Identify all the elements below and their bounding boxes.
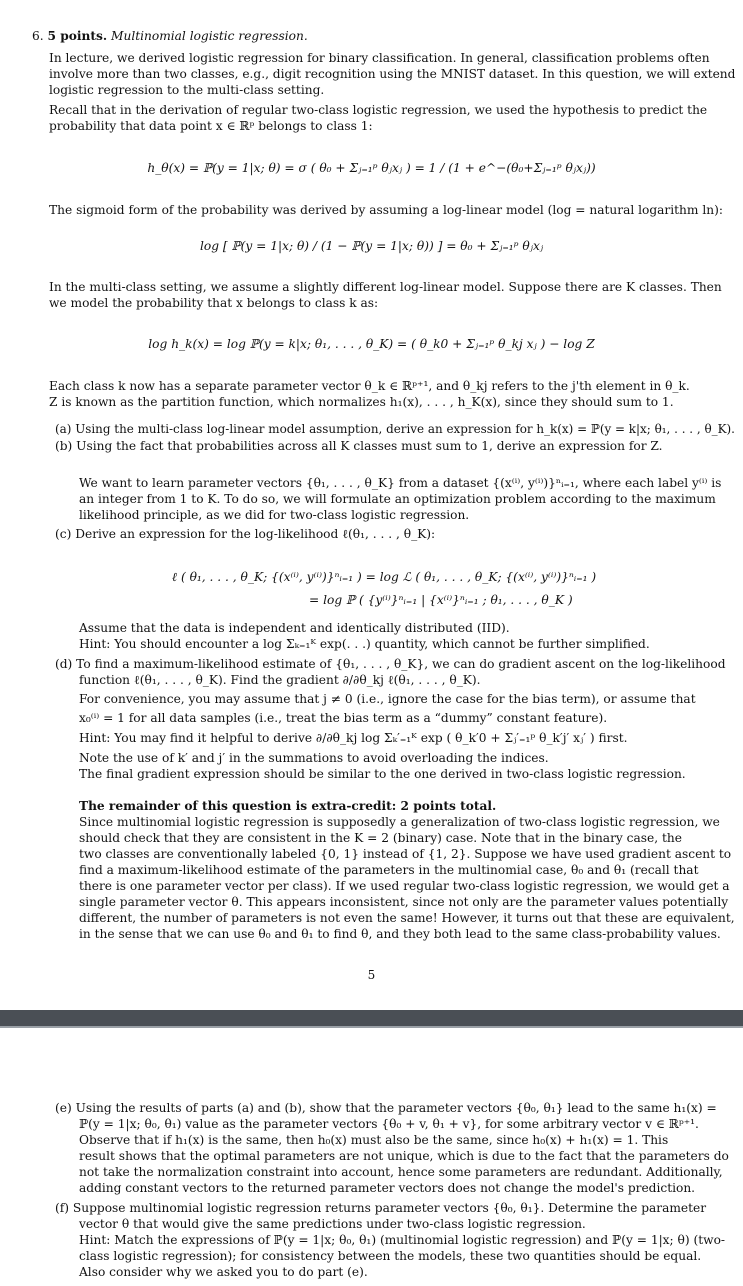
part-f-line-4: class logistic regression); for consistency between the models, these two quantities should be equal. bbox=[79, 1249, 702, 1263]
question-points: 5 points. bbox=[47, 29, 108, 43]
part-d-line-6: Note the use of k′ and j′ in the summations to avoid overloading the indices. bbox=[79, 751, 549, 765]
part-c-hint-line: Hint: You should encounter a log Σₖ₌₁ᴷ exp(. . .) quantity, which cannot be further simplified. bbox=[79, 637, 650, 651]
part-e-line-2: ℙ(y = 1|x; θ₀, θ₁) value as the parameter vectors {θ₀ + v, θ₁ + v}, for some arbitrary vector v ∈ ℝᵖ⁺¹. bbox=[79, 1117, 699, 1131]
page-separator bbox=[0, 1010, 743, 1026]
parameter-vector-line-1: Each class k now has a separate parameter vector θ_k ∈ ℝᵖ⁺¹, and θ_kj refers to the j'th element in θ_k. bbox=[49, 379, 690, 393]
document-page-2 bbox=[0, 1028, 743, 1286]
part-a: (a) Using the multi-class log-linear model assumption, derive an expression for h_k(x) = ℙ(y = k|x; θ₁, . . . , θ_K). bbox=[55, 422, 735, 436]
equation-log-likelihood-line-1: ℓ ( θ₁, . . . , θ_K; {(x⁽ⁱ⁾, y⁽ⁱ⁾)}ⁿᵢ₌₁ ) = log ℒ ( θ₁, . . . , θ_K; {(x⁽ⁱ⁾, y⁽ⁱ⁾)}ⁿᵢ₌₁ ) bbox=[172, 570, 597, 584]
dataset-line-2: an integer from 1 to K. To do so, we will formulate an optimization problem according to the maximum bbox=[79, 492, 716, 506]
part-f-hint-line: Hint: Match the expressions of ℙ(y = 1|x; θ₀, θ₁) (multinomial logistic regression) and ℙ(y = 1|x; θ) (two- bbox=[79, 1233, 726, 1247]
extra-credit-line-4: find a maximum-likelihood estimate of the parameters in the multinomial case, θ₀ and θ₁ (recall that bbox=[79, 863, 699, 877]
recall-line-1: Recall that in the derivation of regular two-class logistic regression, we used the hypothesis to predict the bbox=[49, 103, 708, 117]
intro-line-2: involve more than two classes, e.g., digit recognition using the MNIST dataset. In this question, we will extend bbox=[49, 67, 736, 81]
question-title: Multinomial logistic regression. bbox=[111, 29, 308, 43]
part-d-line-2: function ℓ(θ₁, . . . , θ_K). Find the gradient ∂/∂θ_kj ℓ(θ₁, . . . , θ_K). bbox=[79, 673, 481, 687]
iid-assumption-line: Assume that the data is independent and identically distributed (IID). bbox=[79, 621, 510, 635]
recall-line-2: probability that data point x ∈ ℝᵖ belongs to class 1: bbox=[49, 119, 373, 133]
extra-credit-line-8: in the sense that we can use θ₀ and θ₁ to find θ, and they both lead to the same class-probability values. bbox=[79, 927, 721, 941]
part-d-line-1: (d) To find a maximum-likelihood estimate of {θ₁, . . . , θ_K}, we can do gradient ascent on the log-likelihood bbox=[55, 657, 726, 671]
multiclass-line-2: we model the probability that x belongs to class k as: bbox=[49, 296, 379, 310]
extra-credit-line-2: should check that they are consistent in the K = 2 (binary) case. Note that in the binary case, the bbox=[79, 831, 682, 845]
multiclass-line-1: In the multi-class setting, we assume a slightly different log-linear model. Suppose there are K classes. Then bbox=[49, 280, 722, 294]
extra-credit-line-5: there is one parameter vector per class). If we used regular two-class logistic regression, we would get a bbox=[79, 879, 730, 893]
extra-credit-line-3: two classes are conventionally labeled {0, 1} instead of {1, 2}. Suppose we have used gradient ascent to bbox=[79, 847, 732, 861]
equation-sigmoid-hypothesis: h_θ(x) = ℙ(y = 1|x; θ) = σ ( θ₀ + Σⱼ₌₁ᵖ θⱼxⱼ ) = 1 / (1 + e^−(θ₀+Σⱼ₌₁ᵖ θⱼxⱼ)) bbox=[147, 161, 596, 175]
extra-credit-line-7: different, the number of parameters is not even the same! However, it turns out that these are equivalent, bbox=[79, 911, 735, 925]
part-d-line-3: For convenience, you may assume that j ≠ 0 (i.e., ignore the case for the bias term), or assume that bbox=[79, 692, 696, 706]
intro-line-3: logistic regression to the multi-class setting. bbox=[49, 83, 325, 97]
question-number: 6. bbox=[32, 29, 44, 43]
question-heading bbox=[32, 28, 308, 44]
equation-multiclass-log-linear: log h_k(x) = log ℙ(y = k|x; θ₁, . . . , θ_K) = ( θ_k0 + Σⱼ₌₁ᵖ θ_kj xⱼ ) − log Z bbox=[148, 337, 595, 351]
page-number: 5 bbox=[367, 968, 376, 982]
part-f-line-2: vector θ that would give the same predictions under two-class logistic regression. bbox=[79, 1217, 586, 1231]
dataset-line-3: likelihood principle, as we did for two-class logistic regression. bbox=[79, 508, 470, 522]
parameter-vector-line-2: Z is known as the partition function, which normalizes h₁(x), . . . , h_K(x), since they should sum to 1. bbox=[49, 395, 674, 409]
equation-log-likelihood-line-2: = log ℙ ( {y⁽ⁱ⁾}ⁿᵢ₌₁ | {x⁽ⁱ⁾}ⁿᵢ₌₁ ; θ₁, . . . , θ_K ) bbox=[309, 593, 573, 607]
part-f-line-1: (f) Suppose multinomial logistic regression returns parameter vectors {θ₀, θ₁}. Determine the parameter bbox=[55, 1201, 707, 1215]
part-d-line-7: The final gradient expression should be similar to the one derived in two-class logistic regression. bbox=[79, 767, 686, 781]
part-d-hint-line: Hint: You may find it helpful to derive ∂/∂θ_kj log Σₖ′₌₁ᴷ exp ( θ_k′0 + Σⱼ′₌₁ᵖ θ_k′j′ xⱼ′ ) first. bbox=[79, 731, 628, 745]
part-c: (c) Derive an expression for the log-likelihood ℓ(θ₁, . . . , θ_K): bbox=[55, 527, 436, 541]
sigmoid-form-line: The sigmoid form of the probability was derived by assuming a log-linear model (log = natural logarithm ln): bbox=[49, 203, 723, 217]
equation-log-odds: log [ ℙ(y = 1|x; θ) / (1 − ℙ(y = 1|x; θ)) ] = θ₀ + Σⱼ₌₁ᵖ θⱼxⱼ bbox=[199, 239, 544, 253]
part-e-line-5: not take the normalization constraint into account, hence some parameters are redundant. Additionally, bbox=[79, 1165, 723, 1179]
part-e-line-3: Observe that if h₁(x) is the same, then h₀(x) must also be the same, since h₀(x) + h₁(x) = 1. This bbox=[79, 1133, 669, 1147]
intro-line-1: In lecture, we derived logistic regression for binary classification. In general, classification problems often bbox=[49, 51, 710, 65]
part-e-line-4: result shows that the optimal parameters are not unique, which is due to the fact that the parameters do bbox=[79, 1149, 729, 1163]
part-e-line-1: (e) Using the results of parts (a) and (b), show that the parameter vectors {θ₀, θ₁} lead to the same h₁(x) = bbox=[55, 1101, 717, 1115]
extra-credit-line-6: single parameter vector θ. This appears inconsistent, since not only are the parameter values potentially bbox=[79, 895, 729, 909]
extra-credit-line-1: Since multinomial logistic regression is supposedly a generalization of two-class logistic regression, we bbox=[79, 815, 720, 829]
dataset-line-1: We want to learn parameter vectors {θ₁, . . . , θ_K} from a dataset {(x⁽ⁱ⁾, y⁽ⁱ⁾)}ⁿᵢ₌₁, where each label y⁽ⁱ⁾ is bbox=[79, 476, 722, 490]
part-d-line-4: x₀⁽ⁱ⁾ = 1 for all data samples (i.e., treat the bias term as a “dummy” constant feature). bbox=[79, 711, 608, 725]
extra-credit-heading: The remainder of this question is extra-credit: 2 points total. bbox=[79, 799, 497, 813]
part-f-line-5: Also consider why we asked you to do part (e). bbox=[79, 1265, 368, 1279]
part-b: (b) Using the fact that probabilities across all K classes must sum to 1, derive an expression for Z. bbox=[55, 439, 663, 453]
part-e-line-6: adding constant vectors to the returned parameter vectors does not change the model's prediction. bbox=[79, 1181, 696, 1195]
